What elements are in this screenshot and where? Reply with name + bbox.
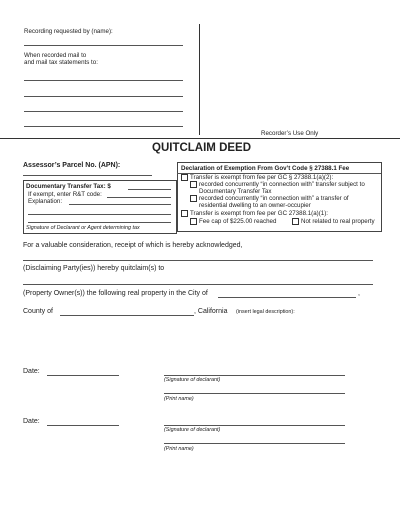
- checkbox-dtt[interactable]: [190, 181, 197, 188]
- print-name-line-2[interactable]: [164, 443, 345, 444]
- signature-line-2[interactable]: [164, 425, 345, 426]
- mail-address-line-2[interactable]: [24, 96, 183, 97]
- grantor-line[interactable]: [23, 260, 373, 261]
- explanation-label: Explanation:: [28, 198, 63, 205]
- consideration-text: For a valuable consideration, receipt of which is hereby acknowledged,: [23, 242, 243, 249]
- california-text: , California: [194, 308, 228, 315]
- recording-requested-label: Recording requested by (name):: [24, 28, 113, 35]
- mail-address-line-4[interactable]: [24, 126, 183, 127]
- recorders-use-label: Recorder’s Use Only: [261, 130, 319, 137]
- transfer-tax-field[interactable]: [128, 189, 171, 190]
- print-name-line-1[interactable]: [164, 393, 345, 394]
- rt-code-label: If exempt, enter R&T code:: [28, 191, 102, 198]
- exemption-item-owner-label: recorded concurrently “in connection with” a transfer of: [199, 195, 349, 203]
- transfer-tax-label: Documentary Transfer Tax: $: [26, 183, 111, 190]
- date-label-2: Date:: [23, 418, 40, 425]
- legal-description-label: (insert legal description):: [236, 309, 295, 315]
- recorder-divider: [199, 24, 200, 135]
- mail-address-line-1[interactable]: [24, 80, 183, 81]
- declarant-signature-line[interactable]: [28, 222, 171, 223]
- exemption-item-notreal: [292, 218, 375, 225]
- mail-address-line-3[interactable]: [24, 111, 183, 112]
- exemption-title: Declaration of Exemption From Gov’t Code § 27388.1 Fee: [181, 165, 350, 172]
- exemption-item-feecap: [190, 218, 276, 225]
- print-name-label-1: (Print name): [164, 396, 194, 402]
- mail-to-label-2: and mail tax statements to:: [24, 59, 98, 66]
- checkbox-not-real-property[interactable]: [292, 218, 299, 225]
- apn-label: Assessor’s Parcel No. (APN):: [23, 162, 121, 169]
- recording-requested-line[interactable]: [24, 45, 183, 46]
- page-title: QUITCLAIM DEED: [152, 142, 252, 154]
- header-divider: [0, 138, 400, 139]
- county-label: County of: [23, 308, 53, 315]
- checkbox-a1[interactable]: [181, 210, 188, 217]
- apn-field[interactable]: [23, 175, 152, 176]
- exemption-item-notreal-label: Not related to real property: [301, 218, 375, 226]
- owners-comma: ,: [358, 290, 360, 297]
- county-field[interactable]: [60, 315, 194, 316]
- exemption-item-a1-label: Transfer is exempt from fee per GC 27388.1(a)(1):: [190, 210, 329, 218]
- mail-to-label-1: When recorded mail to: [24, 52, 87, 59]
- checkbox-a2[interactable]: [181, 174, 188, 181]
- grantee-line[interactable]: [23, 284, 373, 285]
- exemption-item-a2-label: Transfer is exempt from fee per GC § 27388.1(a)(2):: [190, 174, 334, 182]
- declarant-signature-label: Signature of Declarant or Agent determining tax: [26, 225, 140, 231]
- exemption-item-owner-cont: residential dwelling to an owner-occupier: [199, 202, 311, 209]
- date-field-1[interactable]: [47, 375, 119, 376]
- checkbox-fee-cap[interactable]: [190, 218, 197, 225]
- date-field-2[interactable]: [47, 425, 119, 426]
- owners-text: (Property Owner(s)) the following real property in the City of: [23, 290, 208, 297]
- disclaiming-text: (Disclaiming Party(ies)) hereby quitclaim(s) to: [23, 265, 165, 272]
- city-field[interactable]: [218, 297, 356, 298]
- rt-code-field[interactable]: [107, 197, 171, 198]
- exemption-item-feecap-label: Fee cap of $225.00 reached: [199, 218, 277, 226]
- exemption-item-dtt-cont: Documentary Transfer Tax: [199, 188, 272, 195]
- explanation-field-2[interactable]: [28, 214, 171, 215]
- exemption-item-a1: [181, 210, 328, 217]
- signature-line-1[interactable]: [164, 375, 345, 376]
- date-label-1: Date:: [23, 368, 40, 375]
- checkbox-owner-occupier[interactable]: [190, 195, 197, 202]
- signature-label-2: (Signature of declarant): [164, 427, 221, 433]
- explanation-field-1[interactable]: [69, 204, 171, 205]
- exemption-item-dtt-label: recorded concurrently “in connection with” transfer subject to: [199, 181, 365, 189]
- signature-label-1: (Signature of declarant): [164, 377, 221, 383]
- print-name-label-2: (Print name): [164, 446, 194, 452]
